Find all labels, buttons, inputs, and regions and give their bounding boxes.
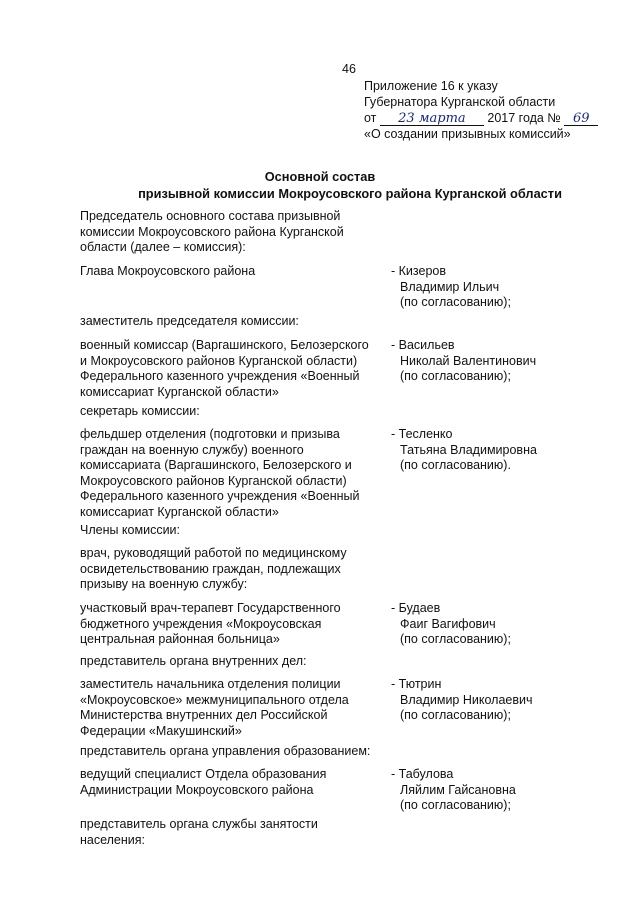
person-name: Владимир Николаевич bbox=[400, 692, 533, 707]
section-education: представитель органа управления образованием: bbox=[80, 744, 371, 758]
document-title bbox=[0, 168, 640, 202]
person-name: Фаиг Вагифович bbox=[400, 616, 496, 631]
member-position bbox=[80, 338, 380, 400]
chair-intro-line: области (далее – комиссия): bbox=[80, 240, 246, 254]
section-deputy: заместитель председателя комиссии: bbox=[80, 314, 299, 328]
section-police: представитель органа внутренних дел: bbox=[80, 654, 307, 668]
title-line-1: Основной состав bbox=[264, 169, 376, 184]
person-name: Ляйлим Гайсановна bbox=[400, 782, 516, 797]
person-note: (по согласованию); bbox=[400, 295, 511, 309]
person-note: (по согласованию); bbox=[400, 632, 511, 646]
member-person bbox=[391, 767, 591, 814]
position-line: участковый врач-терапевт Государственного bbox=[80, 601, 341, 615]
person-surname: - Будаев bbox=[391, 601, 441, 615]
section-doctor bbox=[80, 546, 390, 593]
position-line: комиссариат Курганской области» bbox=[80, 504, 279, 519]
member-position bbox=[80, 601, 380, 648]
position-line: «Мокроусовское» межмуниципального отдела bbox=[80, 692, 349, 707]
member-position bbox=[80, 264, 380, 280]
member-position bbox=[80, 427, 380, 520]
appendix-line-1: Приложение 16 к указу bbox=[364, 79, 498, 93]
member-person bbox=[391, 264, 591, 311]
position-line: Федерального казенного учреждения «Военный bbox=[80, 489, 360, 503]
number-blank bbox=[564, 112, 598, 126]
member-person bbox=[391, 427, 591, 474]
appendix-line-3 bbox=[364, 110, 598, 126]
section-line: призыву на военную службу: bbox=[80, 577, 248, 591]
person-note: (по согласованию); bbox=[400, 798, 511, 812]
position-line: комиссариат Курганской области» bbox=[80, 384, 279, 399]
position-line: заместитель начальника отделения полиции bbox=[80, 677, 341, 691]
page-number: 46 bbox=[342, 62, 356, 76]
position-line: военный комиссар (Варгашинского, Белозерского bbox=[80, 338, 369, 352]
position-line: фельдшер отделения (подготовки и призыва bbox=[80, 427, 340, 441]
member-person bbox=[391, 677, 591, 724]
member-person bbox=[391, 338, 591, 385]
chair-intro-line: Председатель основного состава призывной bbox=[80, 209, 341, 223]
appendix-year: 2017 года № bbox=[487, 111, 561, 125]
member-position bbox=[80, 767, 380, 798]
person-name: Татьяна Владимировна bbox=[400, 442, 537, 457]
section-line: представитель органа службы занятости bbox=[80, 817, 318, 831]
section-members: Члены комиссии: bbox=[80, 523, 181, 537]
position-line: Федерации «Макушинский» bbox=[80, 723, 242, 738]
member-person bbox=[391, 601, 591, 648]
appendix-line-4: «О создании призывных комиссий» bbox=[364, 127, 571, 141]
position-line: Мокроусовского районов Курганской области) bbox=[80, 473, 347, 488]
person-surname: - Васильев bbox=[391, 338, 455, 352]
appendix-block bbox=[364, 78, 598, 142]
section-line: освидетельствованию граждан, подлежащих bbox=[80, 561, 341, 576]
position-line: и Мокроусовского районов Курганской области) bbox=[80, 353, 358, 368]
person-note: (по согласованию); bbox=[400, 708, 511, 722]
appendix-line-2: Губернатора Курганской области bbox=[364, 95, 556, 109]
chair-intro-line: комиссии Мокроусовского района Курганской bbox=[80, 224, 344, 239]
section-line: населения: bbox=[80, 832, 146, 847]
person-surname: - Тютрин bbox=[391, 677, 442, 691]
section-employment bbox=[80, 817, 390, 848]
position-line: бюджетного учреждения «Мокроусовская bbox=[80, 616, 322, 631]
person-surname: - Тесленко bbox=[391, 427, 453, 441]
position-line: Федерального казенного учреждения «Военный bbox=[80, 369, 360, 383]
position-line: граждан на военную службу) военного bbox=[80, 442, 304, 457]
date-blank bbox=[380, 112, 484, 126]
person-surname: - Кизеров bbox=[391, 264, 446, 278]
section-line: врач, руководящий работой по медицинскому bbox=[80, 546, 347, 560]
position-line: Глава Мокроусовского района bbox=[80, 264, 256, 278]
appendix-from: от bbox=[364, 111, 377, 125]
position-line: Министерства внутренних дел Российской bbox=[80, 708, 328, 722]
person-note: (по согласованию). bbox=[400, 458, 511, 472]
person-name: Николай Валентинович bbox=[400, 353, 537, 368]
section-secretary: секретарь комиссии: bbox=[80, 404, 200, 418]
member-position bbox=[80, 677, 380, 739]
position-line: Администрации Мокроусовского района bbox=[80, 782, 314, 797]
position-line: комиссариата (Варгашинского, Белозерского и bbox=[80, 458, 352, 472]
handwritten-date: 23 марта bbox=[398, 111, 466, 126]
person-surname: - Табулова bbox=[391, 767, 454, 781]
person-note: (по согласованию); bbox=[400, 369, 511, 383]
position-line: ведущий специалист Отдела образования bbox=[80, 767, 327, 781]
handwritten-number: 69 bbox=[572, 111, 590, 126]
person-name: Владимир Ильич bbox=[400, 279, 500, 294]
chair-intro bbox=[80, 209, 390, 256]
title-line-2: призывной комиссии Мокроусовского района Курганской области bbox=[138, 186, 562, 201]
position-line: центральная районная больница» bbox=[80, 632, 280, 646]
